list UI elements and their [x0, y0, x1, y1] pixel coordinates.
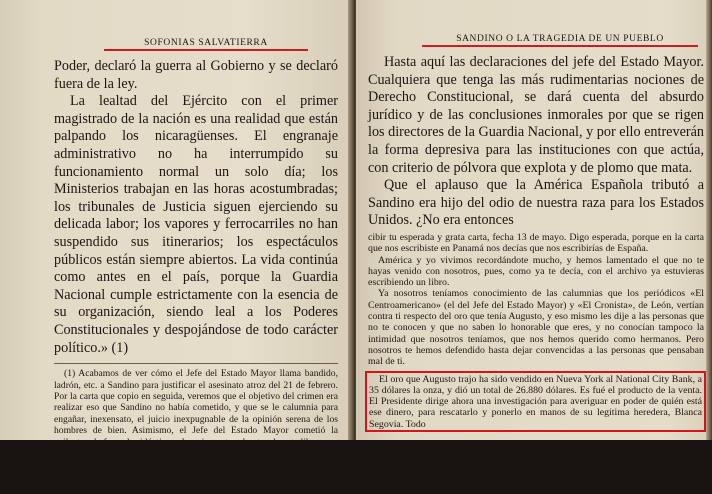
- letter-paragraph-3: Ya nosotros teníamos conocimiento de las calumnias que los periódicos «El Centroamericano» (el del Jefe del Estado Mayor) y «El Cronista», de León, vertían contra ti respecto del oro que tenía Augusto, y eso mismo les dije a las personas que no te conocen y que no saben lo honorable que eres, y no conocían tampoco la intimidad que nosotros teníamos, que nos hemos querido como hermanos. Pero nosotros te hemos defendido hasta dejar convencidas a las personas que pensaban mal de ti.: [368, 288, 704, 368]
- letter-paragraph-1: cibir tu esperada y grata carta, fecha 13 de mayo. Digo esperada, porque en la carta que nos escribiste en Panamá nos decías que nos escribirías de España.: [368, 231, 704, 255]
- footnote-divider: [54, 363, 338, 364]
- left-running-head: SOFONIAS SALVATIERRA: [104, 38, 308, 51]
- right-page: [356, 0, 712, 440]
- left-paragraph-2: La lealtad del Ejército con el primer magistrado de la nación es una realidad que están palpando los nicaragüenses. El engranaje administrativo no ha interrumpido su funcionamiento normal un solo día; los Ministerios trabajan en las horas acostumbradas; los tribunales de Justicia siguen ejerciendo su delicada labor; los vapores y ferrocarriles no han suspendido sus itinerarios; los espectáculos públicos están siempre abiertos. La vida continúa como antes en el país, porque la Guardia Nacional cumple estrictamente con la esencia de su organización, siendo leal a los Poderes Constitucionales y despojándose de todo carácter político.» (1): [54, 93, 338, 356]
- left-body-text: [54, 58, 338, 357]
- left-page: [0, 0, 352, 494]
- footnote-text: (1) Acabamos de ver cómo el Jefe del Estado Mayor llama bandido, ladrón, etc. a Sandino para justificar el asesinato atroz del 21 de febrero. Por la carta que copio en seguida, veremos que el objetivo del crimen era realizar eso que Sandino no había cometido, y que se le calumnia para engañar, inexensato, el juicio inexpugnable de la opinión serena de los hombres de bien. Asimismo, el Jefe del Estado Mayor cometió la avilantez de formular idéntica calumnia contra el autor de este libro, con el fin de cubrir el doble crimen, de asesinato y robo que cometieron en la persona del general Sandino, como después de matar al guerrillero invencible, asaltaron mi casa de habitación, asesinaron a los que quisieron y robaron lo que quisieron también. Léase la carta:: [54, 368, 338, 494]
- highlighted-passage: El oro que Augusto trajo ha sido vendido en Nueva York al National City Bank, a 35 dólares la onza, y dió un total de 26.880 dólares. Es fué el producto de la venta. El Presidente dirige ahora una investigación para averiguar en poder de quién está ese dinero, para rescatarlo y ponerlo en manos de su legítima heredera, Blanca Segovia. Todo: [369, 373, 702, 430]
- left-paragraph-1: Poder, declaró la guerra al Gobierno y se declaró fuera de la ley.: [54, 58, 338, 92]
- right-body-text: [368, 54, 704, 230]
- pasted-letter: [368, 232, 704, 432]
- right-paragraph-2: Que el aplauso que la América Española tributó a Sandino era hijo del odio de nuestra raza para los Estados Unidos. ¿No era entonces: [368, 177, 704, 229]
- left-footnote: [54, 368, 338, 493]
- highlighted-passage-box: [365, 371, 706, 432]
- right-running-head: SANDINO O LA TRAGEDIA DE UN PUEBLO: [422, 34, 698, 47]
- book-right-edge: [706, 0, 712, 440]
- right-paragraph-1: Hasta aquí las declaraciones del jefe del Estado Mayor. Cualquiera que tenga las más rudimentarias nociones de Derecho Constitucional, se dará cuenta del absurdo jurídico y de las conclusiones inmorales por que se rigen los directores de la Guardia Nacional, y por ello entreverán la forma depresiva para las instituciones con que actúa, con criterio de pólvora que explota y de plomo que mata.: [368, 54, 704, 176]
- letter-paragraph-2: América y yo vivimos recordándote mucho, y hemos lamentado el que no te hayas venido con nosotros, pues, como ya te decía, con el archivo ya estuvieras escribiendo un libro.: [368, 254, 704, 289]
